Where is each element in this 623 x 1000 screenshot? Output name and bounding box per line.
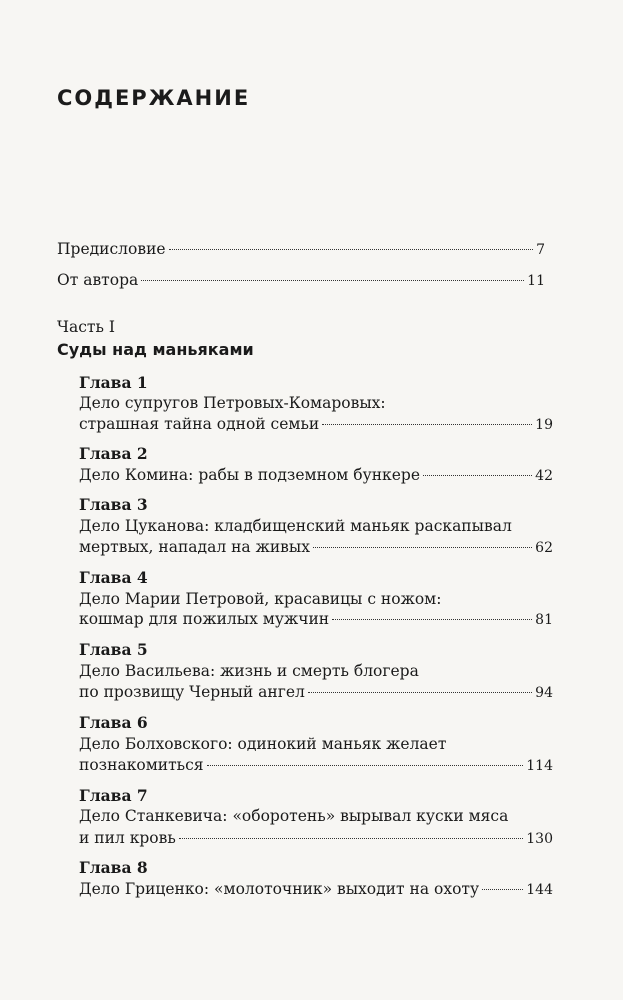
page-number: 19 [535,417,553,433]
page-number: 94 [535,685,553,701]
chapter-line: Дело Марии Петровой, красавицы с ножом: [79,590,442,608]
dot-leader [482,889,523,890]
page-number: 7 [536,242,545,258]
dot-leader [179,838,523,839]
page-number: 42 [535,468,553,484]
toc-entry-chapter [79,464,553,487]
part-label: Часть I [57,318,115,336]
chapter-label: Глава 6 [79,713,148,732]
toc-entry-chapter [79,536,553,559]
chapter-label: Глава 7 [79,786,148,805]
dot-leader [169,249,534,250]
chapter-label: Глава 1 [79,373,148,392]
page-number: 11 [527,273,545,289]
toc-entry-author [57,269,545,292]
entry-text: От автора [57,271,139,289]
chapter-line: кошмар для пожилых мужчин [79,610,330,628]
page-number: 62 [535,540,553,556]
entry-text: Предисловие [57,240,166,258]
chapter-line: Дело Комина: рабы в подземном бункере [79,466,420,484]
chapter-line: мертвых, нападал на живых [79,538,310,556]
chapter-line: Дело Болховского: одинокий маньяк желает [79,735,447,753]
dot-leader [141,280,524,281]
page-title: СОДЕРЖАНИЕ [57,86,251,110]
chapter-label: Глава 3 [79,495,148,514]
chapter-label: Глава 4 [79,568,148,587]
chapter-line: Дело Станкевича: «оборотень» вырывал куски мяса [79,807,509,825]
toc-entry-chapter [79,878,553,901]
chapter-line: и пил кровь [79,829,176,847]
page-number: 130 [526,831,553,847]
page-number: 81 [535,612,553,628]
chapter-line: страшная тайна одной семьи [79,415,320,433]
part-title: Суды над маньяками [57,340,254,359]
chapter-label: Глава 8 [79,858,148,877]
page-number: 144 [526,882,553,898]
dot-leader [313,547,532,548]
dot-leader [322,424,532,425]
chapter-line: Дело Гриценко: «молоточник» выходит на охоту [79,880,480,898]
chapter-line: Дело супругов Петровых-Комаровых: [79,394,386,412]
toc-entry-chapter [79,754,553,777]
toc-entry-chapter [79,681,553,704]
chapter-label: Глава 5 [79,640,148,659]
chapter-line: по прозвищу Черный ангел [79,683,305,701]
page-number: 114 [526,758,553,774]
chapter-line: познакомиться [79,756,204,774]
toc-entry-chapter [79,827,553,850]
toc-entry-chapter [79,608,553,631]
chapter-line: Дело Васильева: жизнь и смерть блогера [79,662,419,680]
dot-leader [308,692,532,693]
dot-leader [423,475,532,476]
toc-entry-chapter [79,413,553,436]
chapter-label: Глава 2 [79,444,148,463]
dot-leader [332,619,532,620]
dot-leader [207,765,524,766]
toc-entry-preface [57,238,545,261]
chapter-line: Дело Цуканова: кладбищенский маньяк раскапывал [79,517,512,535]
